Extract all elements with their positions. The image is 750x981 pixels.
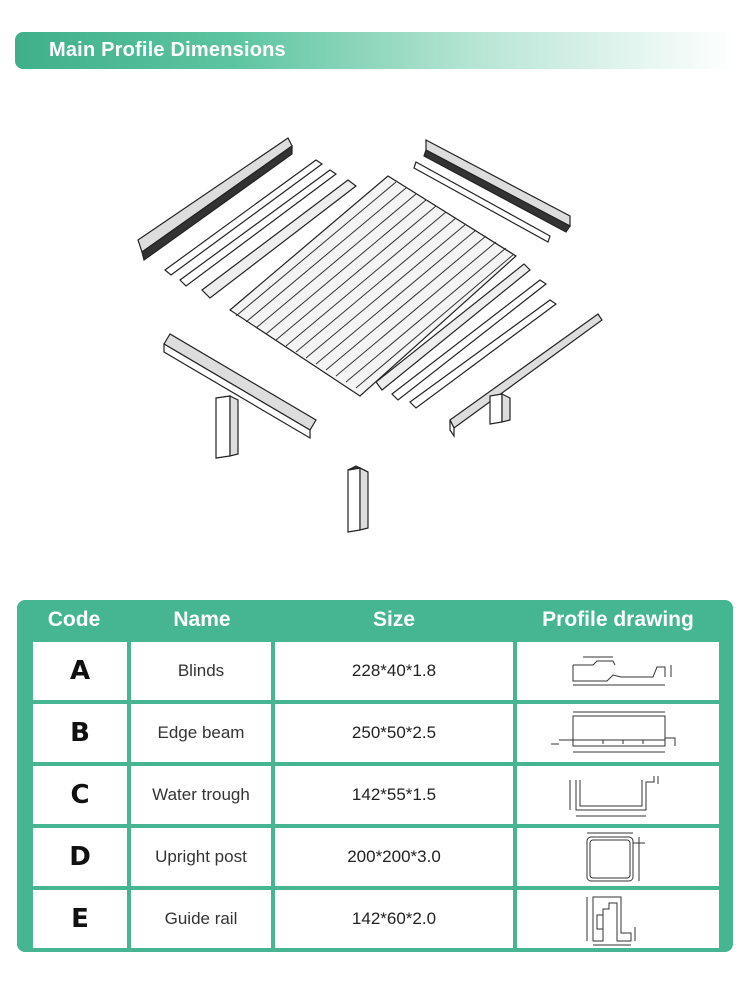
row-size: 142*55*1.5 [275,766,513,824]
edge-beam-profile-drawing [517,704,719,762]
row-code: B [33,704,127,762]
profile-table [17,600,733,952]
row-code: E [33,890,127,948]
column-header-name: Name [173,608,231,631]
row-code: A [33,642,127,700]
row-name: Guide rail [131,890,271,948]
upright-post-profile-drawing [517,828,719,886]
table-header [17,600,733,640]
table-row [33,642,719,700]
upright-post-center [348,468,360,532]
row-size: 142*60*2.0 [275,890,513,948]
row-name: Water trough [131,766,271,824]
column-header-size: Size [372,608,416,631]
table-row [33,704,719,762]
guide-rail-profile-drawing [517,890,719,948]
table-row [33,766,719,824]
upright-post-left [216,396,230,458]
upright-post-right [490,394,502,424]
column-header-profile-drawing: Profile drawing [542,608,694,631]
row-code: D [33,828,127,886]
row-name: Edge beam [131,704,271,762]
water-trough-profile-drawing [517,766,719,824]
row-size: 200*200*3.0 [275,828,513,886]
section-title: Main Profile Dimensions [49,39,286,61]
column-header-code: Code [47,608,101,631]
table-row [33,828,719,886]
row-name: Upright post [131,828,271,886]
row-name: Blinds [131,642,271,700]
table-row [33,890,719,948]
blinds-profile-drawing [517,642,719,700]
row-size: 228*40*1.8 [275,642,513,700]
section-header [15,32,735,69]
row-code: C [33,766,127,824]
pergola-exploded-diagram [120,120,620,550]
row-size: 250*50*2.5 [275,704,513,762]
